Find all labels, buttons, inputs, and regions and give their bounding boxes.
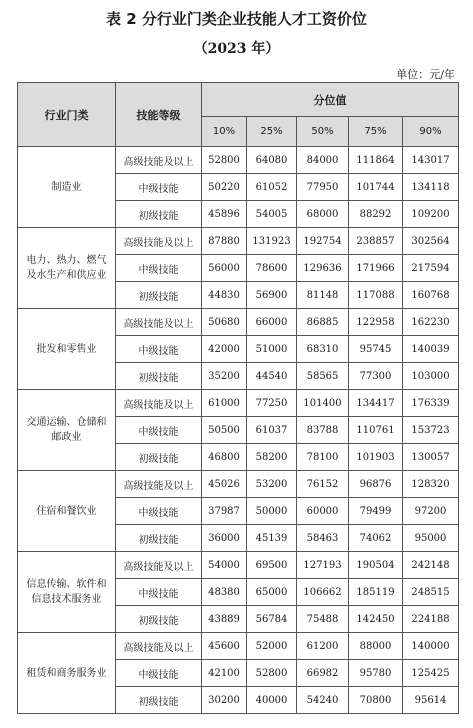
skill-level-cell: 高级技能及以上	[116, 390, 202, 417]
wage-value-cell: 54000	[202, 552, 247, 579]
wage-value-cell: 44540	[247, 363, 297, 390]
wage-value-cell: 110761	[349, 417, 403, 444]
wage-value-cell: 61200	[297, 633, 349, 660]
wage-value-cell: 125425	[403, 660, 459, 687]
skill-level-cell: 中级技能	[116, 417, 202, 444]
wage-value-cell: 129636	[297, 255, 349, 282]
skill-level-cell: 中级技能	[116, 579, 202, 606]
wage-value-cell: 68000	[297, 201, 349, 228]
wage-value-cell: 153723	[403, 417, 459, 444]
wage-value-cell: 192754	[297, 228, 349, 255]
wage-value-cell: 52800	[202, 147, 247, 174]
wage-value-cell: 109200	[403, 201, 459, 228]
wage-value-cell: 97200	[403, 498, 459, 525]
skill-level-cell: 中级技能	[116, 498, 202, 525]
wage-value-cell: 190504	[349, 552, 403, 579]
wage-value-cell: 88292	[349, 201, 403, 228]
wage-value-cell: 131923	[247, 228, 297, 255]
wage-value-cell: 142450	[349, 606, 403, 633]
skill-level-cell: 中级技能	[116, 660, 202, 687]
wage-value-cell: 64080	[247, 147, 297, 174]
table-row	[18, 309, 459, 336]
wage-value-cell: 302564	[403, 228, 459, 255]
wage-value-cell: 75488	[297, 606, 349, 633]
wage-value-cell: 61052	[247, 174, 297, 201]
wage-value-cell: 87880	[202, 228, 247, 255]
skill-level-cell: 中级技能	[116, 336, 202, 363]
industry-cell: 制造业	[18, 147, 116, 228]
industry-cell: 批发和零售业	[18, 309, 116, 390]
table-row	[18, 228, 459, 255]
header-p10: 10%	[202, 117, 247, 147]
wage-value-cell: 238857	[349, 228, 403, 255]
wage-value-cell: 95614	[403, 687, 459, 714]
wage-value-cell: 224188	[403, 606, 459, 633]
wage-value-cell: 143017	[403, 147, 459, 174]
wage-value-cell: 66000	[247, 309, 297, 336]
wage-value-cell: 44830	[202, 282, 247, 309]
skill-level-cell: 高级技能及以上	[116, 309, 202, 336]
header-percentile: 分位值	[202, 83, 459, 117]
wage-value-cell: 43889	[202, 606, 247, 633]
wage-value-cell: 176339	[403, 390, 459, 417]
skill-level-cell: 初级技能	[116, 606, 202, 633]
wage-value-cell: 30200	[202, 687, 247, 714]
wage-value-cell: 45600	[202, 633, 247, 660]
wage-value-cell: 58565	[297, 363, 349, 390]
wage-value-cell: 242148	[403, 552, 459, 579]
wage-value-cell: 160768	[403, 282, 459, 309]
wage-value-cell: 96876	[349, 471, 403, 498]
wage-value-cell: 56784	[247, 606, 297, 633]
wage-value-cell: 78100	[297, 444, 349, 471]
wage-value-cell: 66982	[297, 660, 349, 687]
wage-value-cell: 122958	[349, 309, 403, 336]
table-row	[18, 633, 459, 660]
wage-value-cell: 35200	[202, 363, 247, 390]
wage-value-cell: 42100	[202, 660, 247, 687]
wage-value-cell: 185119	[349, 579, 403, 606]
skill-level-cell: 高级技能及以上	[116, 633, 202, 660]
wage-value-cell: 56900	[247, 282, 297, 309]
wage-value-cell: 76152	[297, 471, 349, 498]
wage-value-cell: 103000	[403, 363, 459, 390]
skill-level-cell: 初级技能	[116, 687, 202, 714]
wage-value-cell: 128320	[403, 471, 459, 498]
header-p90: 90%	[403, 117, 459, 147]
industry-cell: 信息传输、软件和信息技术服务业	[18, 552, 116, 633]
wage-value-cell: 69500	[247, 552, 297, 579]
wage-value-cell: 56000	[202, 255, 247, 282]
wage-value-cell: 45026	[202, 471, 247, 498]
wage-value-cell: 50680	[202, 309, 247, 336]
skill-level-cell: 高级技能及以上	[116, 228, 202, 255]
wage-value-cell: 45139	[247, 525, 297, 552]
wage-value-cell: 77250	[247, 390, 297, 417]
wage-value-cell: 79499	[349, 498, 403, 525]
industry-cell: 电力、热力、燃气及水生产和供应业	[18, 228, 116, 309]
wage-value-cell: 117088	[349, 282, 403, 309]
wage-value-cell: 50500	[202, 417, 247, 444]
wage-value-cell: 58463	[297, 525, 349, 552]
skill-level-cell: 中级技能	[116, 255, 202, 282]
wage-value-cell: 65000	[247, 579, 297, 606]
skill-level-cell: 高级技能及以上	[116, 147, 202, 174]
skill-level-cell: 高级技能及以上	[116, 471, 202, 498]
table-row	[18, 471, 459, 498]
wage-value-cell: 140039	[403, 336, 459, 363]
wage-table	[17, 82, 459, 714]
wage-value-cell: 61000	[202, 390, 247, 417]
wage-value-cell: 78600	[247, 255, 297, 282]
wage-value-cell: 95780	[349, 660, 403, 687]
skill-level-cell: 初级技能	[116, 282, 202, 309]
wage-value-cell: 68310	[297, 336, 349, 363]
wage-value-cell: 77950	[297, 174, 349, 201]
header-industry: 行业门类	[18, 83, 116, 147]
wage-value-cell: 111864	[349, 147, 403, 174]
wage-value-cell: 46800	[202, 444, 247, 471]
wage-value-cell: 217594	[403, 255, 459, 282]
wage-value-cell: 134417	[349, 390, 403, 417]
unit-label: 单位：元/年	[396, 68, 455, 81]
header-p50: 50%	[297, 117, 349, 147]
wage-value-cell: 48380	[202, 579, 247, 606]
header-level: 技能等级	[116, 83, 202, 147]
skill-level-cell: 初级技能	[116, 525, 202, 552]
wage-value-cell: 74062	[349, 525, 403, 552]
table-row	[18, 552, 459, 579]
wage-value-cell: 52000	[247, 633, 297, 660]
wage-value-cell: 162230	[403, 309, 459, 336]
table-title: 表 2 分行业门类企业技能人才工资价位	[106, 10, 367, 28]
wage-value-cell: 60000	[297, 498, 349, 525]
wage-value-cell: 248515	[403, 579, 459, 606]
skill-level-cell: 初级技能	[116, 444, 202, 471]
table-row	[18, 390, 459, 417]
skill-level-cell: 初级技能	[116, 363, 202, 390]
wage-value-cell: 101744	[349, 174, 403, 201]
wage-value-cell: 127193	[297, 552, 349, 579]
wage-value-cell: 130057	[403, 444, 459, 471]
skill-level-cell: 初级技能	[116, 201, 202, 228]
industry-cell: 交通运输、仓储和邮政业	[18, 390, 116, 471]
wage-value-cell: 50220	[202, 174, 247, 201]
skill-level-cell: 中级技能	[116, 174, 202, 201]
wage-value-cell: 134118	[403, 174, 459, 201]
wage-value-cell: 84000	[297, 147, 349, 174]
wage-value-cell: 40000	[247, 687, 297, 714]
wage-value-cell: 101400	[297, 390, 349, 417]
wage-value-cell: 53200	[247, 471, 297, 498]
header-p25: 25%	[247, 117, 297, 147]
wage-value-cell: 81148	[297, 282, 349, 309]
wage-value-cell: 77300	[349, 363, 403, 390]
table-subtitle: （2023 年）	[193, 41, 280, 57]
wage-value-cell: 88000	[349, 633, 403, 660]
wage-value-cell: 58200	[247, 444, 297, 471]
skill-level-cell: 高级技能及以上	[116, 552, 202, 579]
wage-value-cell: 83788	[297, 417, 349, 444]
wage-value-cell: 42000	[202, 336, 247, 363]
industry-cell: 住宿和餐饮业	[18, 471, 116, 552]
wage-value-cell: 50000	[247, 498, 297, 525]
wage-value-cell: 61037	[247, 417, 297, 444]
industry-cell: 租赁和商务服务业	[18, 633, 116, 714]
header-p75: 75%	[349, 117, 403, 147]
wage-value-cell: 52800	[247, 660, 297, 687]
wage-value-cell: 45896	[202, 201, 247, 228]
wage-value-cell: 106662	[297, 579, 349, 606]
wage-value-cell: 37987	[202, 498, 247, 525]
wage-value-cell: 86885	[297, 309, 349, 336]
wage-value-cell: 36000	[202, 525, 247, 552]
table-row	[18, 147, 459, 174]
wage-value-cell: 70800	[349, 687, 403, 714]
wage-value-cell: 54005	[247, 201, 297, 228]
wage-value-cell: 95745	[349, 336, 403, 363]
wage-value-cell: 101903	[349, 444, 403, 471]
wage-value-cell: 140000	[403, 633, 459, 660]
wage-value-cell: 95000	[403, 525, 459, 552]
wage-value-cell: 51000	[247, 336, 297, 363]
wage-value-cell: 54240	[297, 687, 349, 714]
wage-value-cell: 171966	[349, 255, 403, 282]
table-body	[18, 147, 459, 714]
